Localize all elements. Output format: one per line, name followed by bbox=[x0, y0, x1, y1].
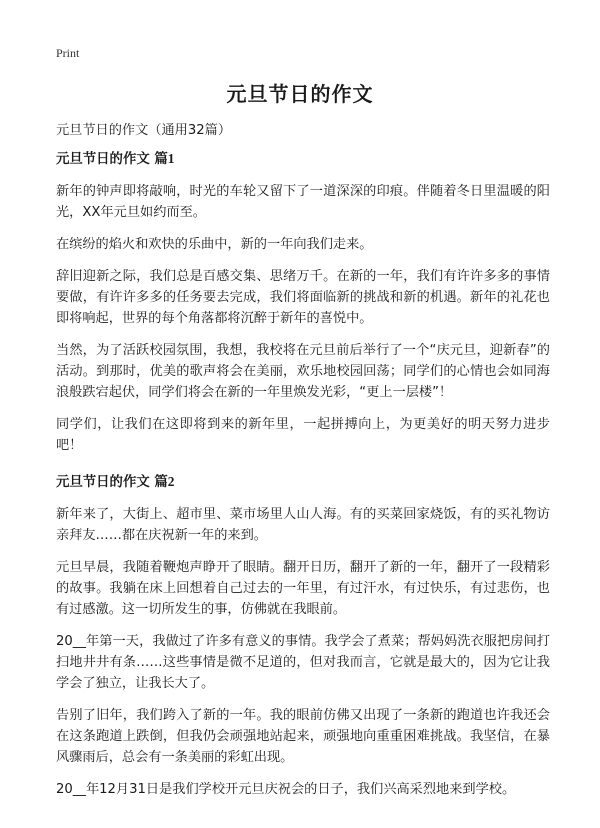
section-heading bbox=[56, 471, 550, 493]
essay-section-2 bbox=[56, 471, 550, 800]
section-number: 1 bbox=[167, 151, 175, 166]
paragraph: 元旦早晨，我随着鞭炮声睁开了眼睛。翻开日历，翻开了新的一年，翻开了一段精彩的故事。我躺在床上回想着自己过去的一年里，有过汗水，有过快乐，有过悲伤，也有过感激。这一切所发生的事，仿佛就在我眼前。 bbox=[56, 560, 550, 617]
paragraph: 当然，为了活跃校园氛围，我想，我校将在元旦前后举行了一个“庆元旦，迎新春”的活动。到那时，优美的歌声将会在美丽，欢乐地校园回荡；同学们的心情也会如同海浪般跌宕起伏，同学们将会在新的一年里焕发光彩，“更上一层楼”！ bbox=[56, 343, 550, 400]
paragraph: 新年来了，大街上、超市里、菜市场里人山人海。有的买菜回家烧饭，有的买礼物访亲拜友……都在庆祝新一年的来到。 bbox=[56, 507, 550, 543]
paragraph: 在缤纷的焰火和欢快的乐曲中，新的一年向我们走来。 bbox=[56, 237, 373, 252]
paragraph: 告别了旧年，我们跨入了新的一年。我的眼前仿佛又出现了一条新的跑道也许我还会在这条跑道上跌倒，但我仍会顽强地站起来，顽强地向重重困难挑战。我坚信，在暴风骤雨后，总会有一条美丽的彩虹出现。 bbox=[56, 708, 550, 765]
section-heading-text: 元旦节日的作文 篇 bbox=[56, 152, 168, 167]
section-number: 2 bbox=[167, 474, 175, 489]
paragraph: 辞旧迎新之际，我们总是百感交集、思绪万千。在新的一年，我们有许许多多的事情要做，有许许多多的任务要去完成，我们将面临新的挑战和新的机遇。新年的礼花也即将响起，世界的每个角落都将沉醉于新年的喜悦中。 bbox=[56, 269, 550, 326]
print-label: Print bbox=[56, 46, 80, 60]
page-title: 元旦节日的作文 bbox=[226, 82, 374, 106]
paragraph: 新年的钟声即将敲响，时光的车轮又留下了一道深深的印痕。伴随着冬日里温暖的阳光，XX年元旦如约而至。 bbox=[56, 184, 550, 220]
section-heading bbox=[56, 148, 550, 170]
paragraph: 20__年第一天，我做过了许多有意义的事情。我学会了煮菜；帮妈妈洗衣服把房间打扫地井井有条……这些事情是微不足道的，但对我而言，它就是最大的，因为它让我学会了独立，让我长大了。 bbox=[56, 634, 550, 691]
paragraph: 同学们，让我们在这即将到来的新年里，一起拼搏向上，为更美好的明天努力进步吧！ bbox=[56, 417, 550, 453]
paragraph: 20__年12月31日是我们学校开元旦庆祝会的日子，我们兴高采烈地来到学校。 bbox=[56, 782, 516, 797]
document-body bbox=[56, 120, 550, 811]
section-heading-text: 元旦节日的作文 篇 bbox=[56, 475, 168, 490]
document-subtitle: 元旦节日的作文（通用32篇） bbox=[56, 123, 232, 138]
essay-section-1 bbox=[56, 148, 550, 456]
